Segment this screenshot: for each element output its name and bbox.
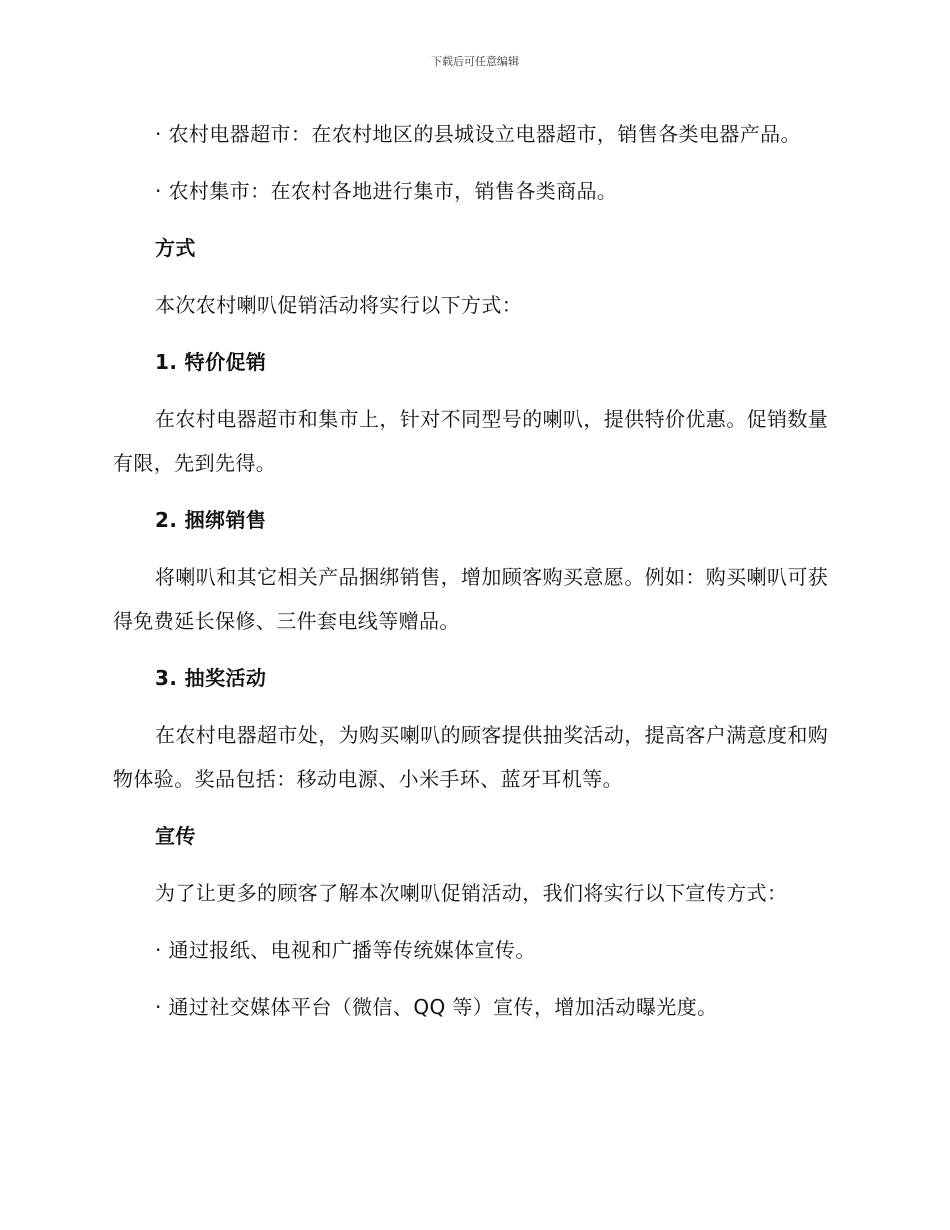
subheading-special-price: 1. 特价促销 [155,350,267,374]
paragraph-promotion-intro: 为了让更多的顾客了解本次喇叭促销活动，我们将实行以下宣传方式： [155,881,788,905]
subheading-lottery: 3. 抽奖活动 [155,666,267,690]
bullet-paragraph-rural-appliance-store: · 农村电器超市：在农村地区的县城设立电器超市，销售各类电器产品。 [155,122,801,146]
paragraph-methods-intro: 本次农村喇叭促销活动将实行以下方式： [155,293,523,317]
bullet-paragraph-traditional-media: · 通过报纸、电视和广播等传统媒体宣传。 [155,938,536,962]
section-heading-promotion: 宣传 [155,824,196,848]
paragraph-bundle-sales: 将喇叭和其它相关产品捆绑销售，增加顾客购买意愿。例如：购买喇叭可获得免费延长保修、三件套电线等赠品。 [113,565,829,633]
bullet-paragraph-social-media: · 通过社交媒体平台（微信、QQ 等）宣传，增加活动曝光度。 [155,995,718,1019]
bullet-paragraph-rural-market: · 农村集市：在农村各地进行集市，销售各类商品。 [155,179,618,203]
subheading-bundle-sales: 2. 捆绑销售 [155,508,267,532]
document-body [113,112,831,1042]
paragraph-lottery: 在农村电器超市处，为购买喇叭的顾客提供抽奖活动，提高客户满意度和购物体验。奖品包括：移动电源、小米手环、蓝牙耳机等。 [113,723,829,791]
page-header: 下载后可任意编辑 [431,55,519,68]
paragraph-special-price: 在农村电器超市和集市上，针对不同型号的喇叭，提供特价优惠。促销数量有限，先到先得。 [113,407,829,475]
section-heading-methods: 方式 [155,236,196,260]
